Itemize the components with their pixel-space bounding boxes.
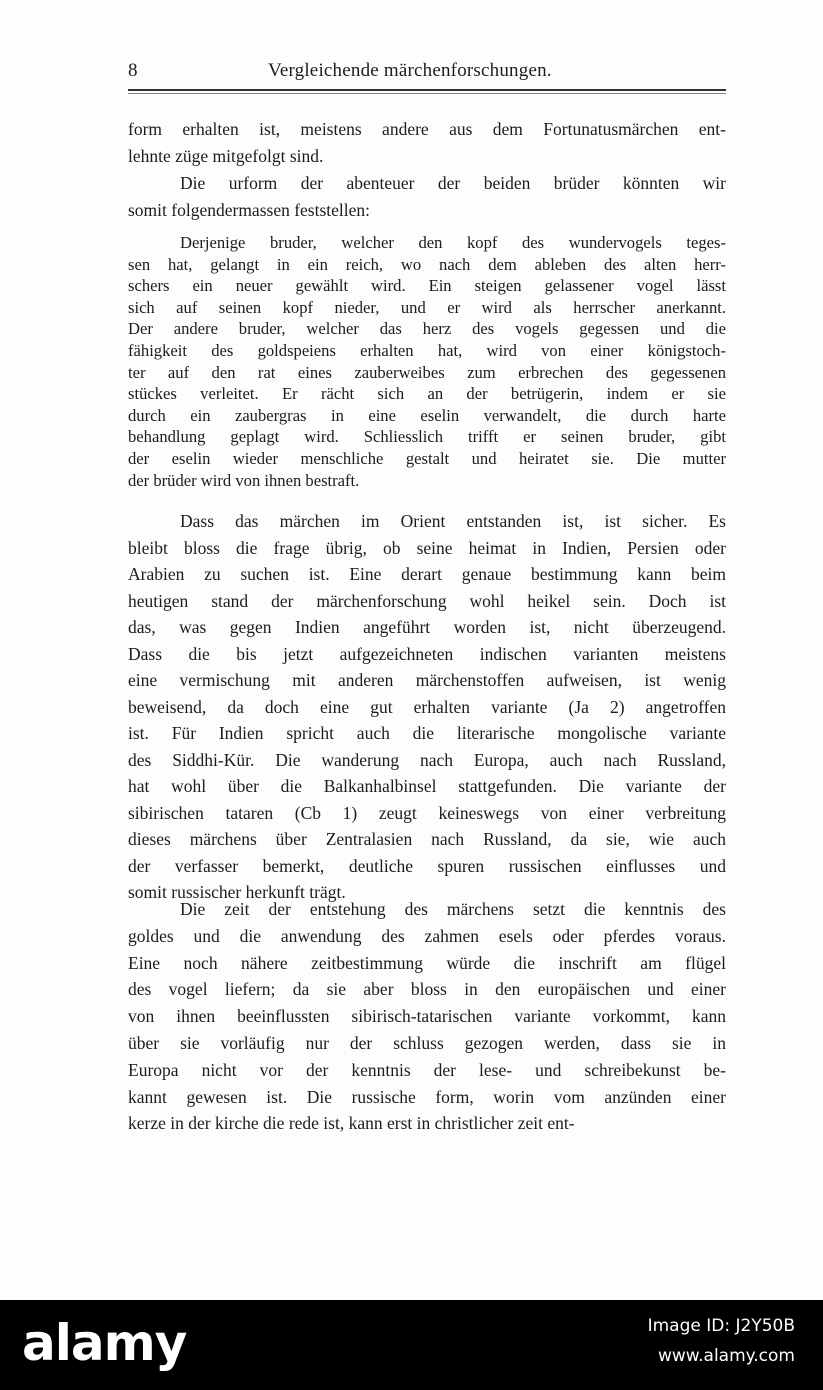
text-line: Die zeit der entstehung des märchens setzt die kenntnis des bbox=[180, 899, 726, 919]
text-line: das, was gegen Indien angeführt worden ist, nicht überzeugend. bbox=[128, 617, 726, 637]
text-line: Europa nicht vor der kenntnis der lese- und schreibekunst be- bbox=[128, 1059, 726, 1080]
text-line: heutigen stand der märchenforschung wohl heikel sein. Doch ist bbox=[128, 590, 726, 611]
running-title: Vergleichende märchenforschungen. bbox=[268, 60, 552, 81]
text-line: ist. Für Indien spricht auch die literarische mongolische variante bbox=[128, 723, 726, 743]
page-header bbox=[128, 60, 726, 86]
quoted-urform-block bbox=[128, 232, 726, 491]
text-line: Eine noch nähere zeitbestimmung würde die inschrift am flügel bbox=[128, 952, 726, 973]
text-line: durch ein zaubergras in eine eselin verwandelt, die durch harte bbox=[128, 405, 726, 425]
text-line: somit russischer herkunft trägt. bbox=[128, 882, 346, 902]
text-line: fähigkeit des goldspeiens erhalten hat, wird von einer königstoch- bbox=[128, 340, 726, 360]
header-rule bbox=[128, 89, 726, 91]
text-line: beweisend, da doch eine gut erhalten variante (Ja 2) angetroffen bbox=[128, 696, 726, 717]
text-line: Der andere bruder, welcher das herz des vogels gegessen und die bbox=[128, 319, 726, 339]
text-line: form erhalten ist, meistens andere aus dem Fortunatusmärchen ent- bbox=[128, 119, 726, 139]
text-line: Dass die bis jetzt aufgezeichneten indischen varianten meistens bbox=[128, 643, 726, 664]
text-line: sich auf seinen kopf nieder, und er wird als herrscher anerkannt. bbox=[128, 297, 726, 317]
text-line: bleibt bloss die frage übrig, ob seine heimat in Indien, Persien oder bbox=[128, 537, 726, 558]
text-line: von ihnen beeinflussten sibirisch-tatarischen variante vorkommt, kann bbox=[128, 1006, 726, 1027]
page-number: 8 bbox=[128, 60, 138, 81]
text-line: ter auf den rat eines zauberweibes zum erbrechen des gegessenen bbox=[128, 362, 726, 382]
image-id-label: Image ID: J2Y50B bbox=[647, 1316, 795, 1336]
text-line: des Siddhi-Kür. Die wanderung nach Europa, auch nach Russland, bbox=[128, 749, 726, 770]
text-line: somit folgendermassen feststellen: bbox=[128, 200, 371, 220]
text-line: stückes verleitet. Er rächt sich an der betrügerin, indem er sie bbox=[128, 384, 726, 404]
text-line: der brüder wird von ihnen bestraft. bbox=[128, 470, 360, 490]
header-rule-thin bbox=[128, 93, 726, 94]
paragraph-1 bbox=[128, 116, 726, 170]
site-url: www.alamy.com bbox=[657, 1346, 795, 1366]
text-line: behandlung geplagt wird. Schliesslich trifft er seinen bruder, gibt bbox=[128, 427, 726, 447]
brand-logo: alamy bbox=[22, 1314, 187, 1372]
text-line: kerze in der kirche die rede ist, kann erst in christlicher zeit ent- bbox=[128, 1113, 575, 1134]
paragraph-2 bbox=[128, 170, 726, 224]
text-line: eine vermischung mit anderen märchenstoffen aufweisen, ist wenig bbox=[128, 670, 726, 690]
text-line: Die urform der abenteuer der beiden brüder könnten wir bbox=[180, 173, 726, 193]
text-line: über sie vorläufig nur der schluss gezogen werden, dass sie in bbox=[128, 1032, 726, 1053]
text-line: kannt gewesen ist. Die russische form, worin vom anzünden einer bbox=[128, 1086, 726, 1107]
paragraph-4 bbox=[128, 896, 726, 1137]
text-line: goldes und die anwendung des zahmen esels oder pferdes voraus. bbox=[128, 925, 726, 946]
watermark-banner bbox=[0, 1300, 823, 1390]
text-line: Derjenige bruder, welcher den kopf des wundervogels teges- bbox=[180, 233, 726, 252]
text-line: hat wohl über die Balkanhalbinsel stattgefunden. Die variante der bbox=[128, 776, 726, 796]
text-line: sen hat, gelangt in ein reich, wo nach dem ableben des alten herr- bbox=[128, 254, 726, 274]
text-line: sibirischen tataren (Cb 1) zeugt keineswegs von einer verbreitung bbox=[128, 802, 726, 823]
text-line: lehnte züge mitgefolgt sind. bbox=[128, 146, 324, 166]
text-line: der verfasser bemerkt, deutliche spuren russischen einflusses und bbox=[128, 855, 726, 876]
text-line: der eselin wieder menschliche gestalt und heiratet sie. Die mutter bbox=[128, 448, 726, 468]
text-line: Arabien zu suchen ist. Eine derart genaue bestimmung kann beim bbox=[128, 564, 726, 584]
text-line: Dass das märchen im Orient entstanden ist, ist sicher. Es bbox=[180, 511, 726, 531]
text-line: dieses märchens über Zentralasien nach Russland, da sie, wie auch bbox=[128, 829, 726, 849]
text-line: des vogel liefern; da sie aber bloss in den europäischen und einer bbox=[128, 979, 726, 1000]
text-line: schers ein neuer gewählt wird. Ein steigen gelassener vogel lässt bbox=[128, 276, 726, 296]
paragraph-3 bbox=[128, 508, 726, 906]
